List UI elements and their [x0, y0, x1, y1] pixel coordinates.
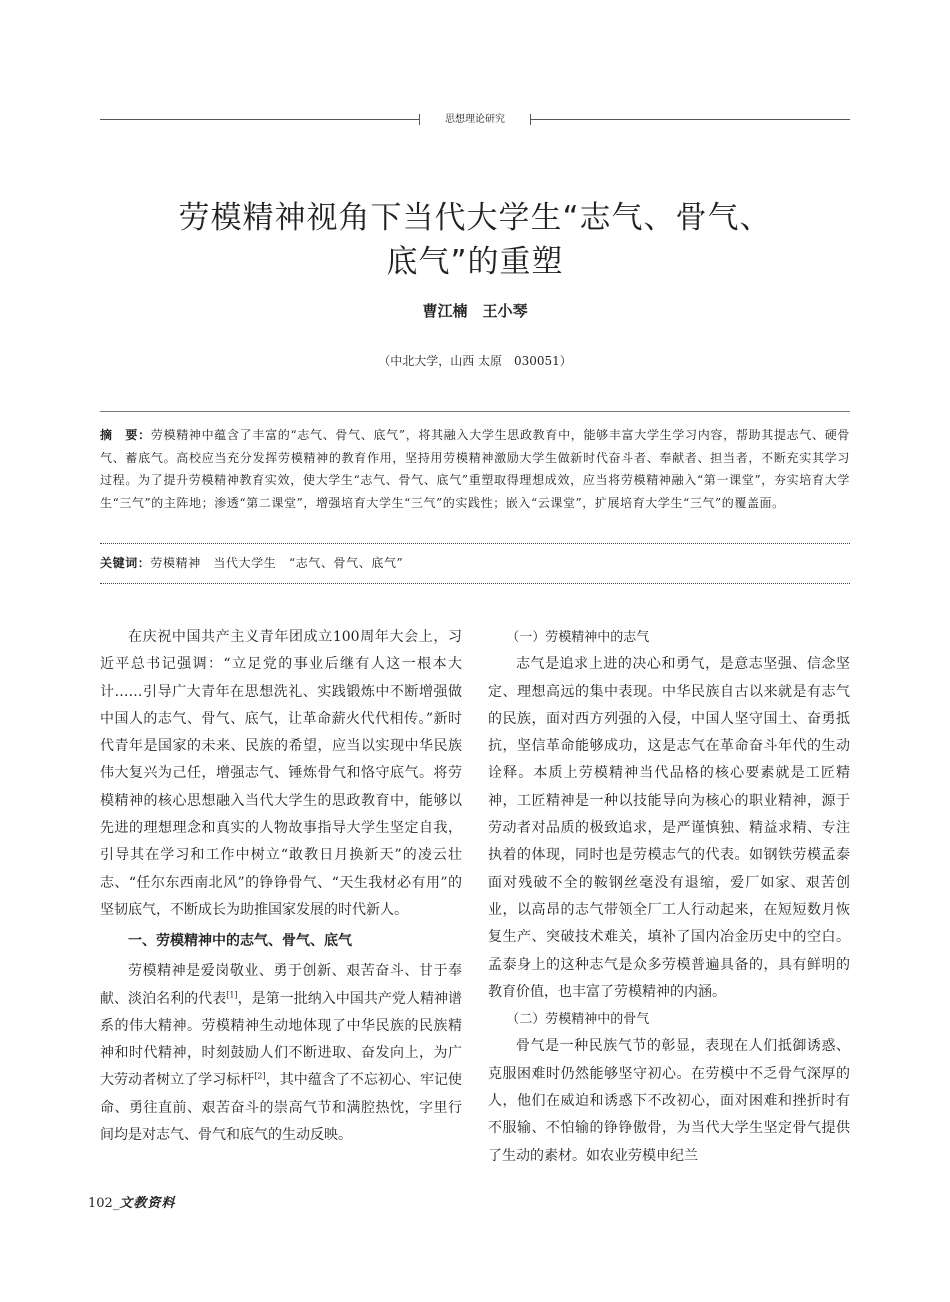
title-line-1: 劳模精神视角下当代大学生“志气、骨气、	[178, 200, 772, 236]
keywords-divider	[100, 583, 850, 584]
keywords-label: 关键词：	[100, 556, 151, 570]
right-column	[488, 624, 850, 1170]
section-label: 思想理论研究	[445, 114, 505, 125]
affiliation: （中北大学，山西 太原 030051）	[378, 354, 572, 368]
page-number: 102	[88, 1196, 113, 1211]
journal-name: 文教资料	[119, 1196, 176, 1211]
abstract-top-rule	[100, 411, 850, 412]
paragraph-part-c: ，其中蕴含了不忘初心、牢记使命、勇往直前、艰苦奋斗的崇高气节和满腔热忱，字里行间均是对志气、骨气和底气的生动反映。	[100, 1072, 463, 1144]
paragraph-part-b: ，是第一批纳入中国共产党人精神谱系的伟大精神。劳模精神生动地体现了中华民族的民族精神和时代精神，时刻鼓励人们不断进取、奋发向上，为广大劳动者树立了学习标杆	[100, 990, 463, 1089]
section-heading-1: 一、劳模精神中的志气、骨气、底气	[128, 933, 352, 950]
title-line-2: 底气”的重塑	[386, 244, 564, 280]
header-rule-right	[530, 119, 850, 120]
page-footer	[88, 1192, 175, 1211]
authors: 曹江楠 王小琴	[422, 302, 528, 320]
abstract-label: 摘 要：	[100, 428, 151, 442]
zhiqi-paragraph: 志气是追求上进的决心和勇气，是意志坚强、信念坚定、理想高远的集中表现。中华民族自古以来就是有志气的民族，面对西方列强的入侵，中国人坚守国土、奋勇抵抗，坚信革命能够成功，这是志气在革命奋斗年代的生动诠释。本质上劳模精神当代品格的核心要素就是工匠精神，工匠精神是一种以技能导向为核心的职业精神，源于劳动者对品质的极致追求，是严谨慎独、精益求精、专注执着的体现，同时也是劳模志气的代表。如钢铁劳模孟泰面对残破不全的鞍钢丝毫没有退缩，爱厂如家、艰苦创业，以高昂的志气带领全厂工人行动起来，在短短数月恢复生产、突破技术难关，填补了国内冶金历史中的空白。孟泰身上的这种志气是众多劳模普遍具备的，具有鲜明的教育价值，也丰富了劳模精神的内涵。	[488, 656, 850, 1000]
subheading-zhiqi: （一）劳模精神中的志气	[506, 630, 650, 645]
keywords	[100, 553, 850, 573]
footer-separator: _	[112, 1196, 120, 1211]
keywords-text: 劳模精神 当代大学生 “志气、骨气、底气”	[150, 556, 404, 570]
section-1-paragraph	[100, 958, 462, 1149]
guqi-paragraph: 骨气是一种民族气节的彰显，表现在人们抵御诱惑、克服困难时仍然能够坚守初心。在劳模中不乏骨气深厚的人，他们在威迫和诱惑下不改初心，面对困难和挫折时有不服输、不怕输的铮铮傲骨，为当代大学生坚定骨气提供了生动的素材。如农业劳模申纪兰	[488, 1038, 850, 1164]
paper-title	[100, 196, 850, 284]
running-header	[100, 112, 850, 132]
subheading-guqi: （二）劳模精神中的骨气	[506, 1012, 650, 1028]
intro-paragraph: 在庆祝中国共产主义青年团成立100周年大会上，习近平总书记强调：“立足党的事业后继有人这一根本大计……引导广大青年在思想洗礼、实践锻炼中不断增强做中国人的志气、骨气、底气，让革命薪火代代相传。”新时代青年是国家的未来、民族的希望，应当以实现中华民族伟大复兴为己任，增强志气、锤炼骨气和恪守底气。将劳模精神的核心思想融入当代大学生的思政教育中，能够以先进的理想理念和真实的人物故事指导大学生坚定自我，引导其在学习和工作中树立“敢教日月换新天”的凌云壮志、“任尔东西南北风”的铮铮骨气、“天生我材必有用”的坚韧底气，不断成长为助推国家发展的时代新人。	[100, 629, 462, 918]
left-column	[100, 624, 462, 1149]
citation-2: [2]	[254, 1071, 266, 1081]
paragraph-part-a: 劳模精神是爱岗敬业、勇于创新、艰苦奋斗、甘于奉献、淡泊名利的代表	[100, 963, 462, 1007]
abstract-text: 劳模精神中蕴含了丰富的“志气、骨气、底气”，将其融入大学生思政教育中，能够丰富大学生学习内容，帮助其提志气、硬骨气、蓄底气。高校应当充分发挥劳模精神的教育作用，坚持用劳模精神激励大学生做新时代奋斗者、奉献者、担当者，不断充实其学习过程。为了提升劳模精神教育实效，使大学生“志气、骨气、底气”重塑取得理想成效，应当将劳模精神融入“第一课堂”，夯实培育大学生“三气”的主阵地；渗透“第二课堂”，增强培育大学生“三气”的实践性；嵌入“云课堂”，扩展培育大学生“三气”的覆盖面。	[100, 428, 851, 510]
citation-1: [1]	[226, 989, 238, 999]
abstract-divider	[100, 543, 850, 544]
abstract	[100, 424, 850, 514]
